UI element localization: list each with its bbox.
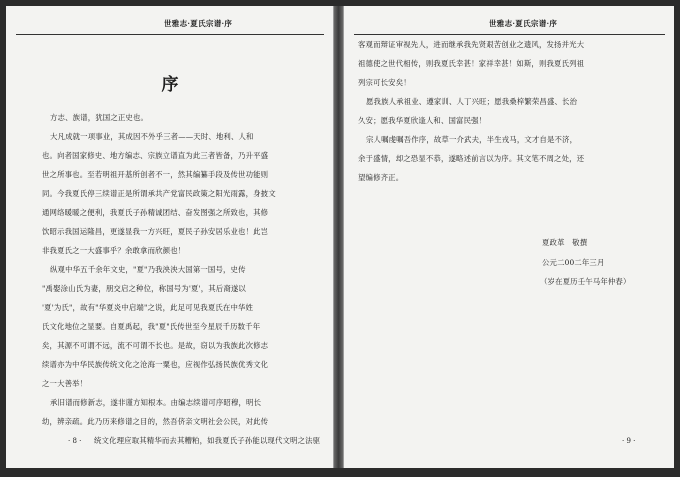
right-line-3: 列宗可长安矣！ xyxy=(358,78,411,87)
left-line-6: 通网络暖暖之便利，我夏氏子孙精诚团结、奋发图强之所致也，其修 xyxy=(42,208,269,217)
left-line-10: "禹娶涂山氏为妻，朋交启之种位，称国号为'夏'，其后裔遂以 xyxy=(42,284,246,293)
lunar-date-line: （岁在夏历壬午马年仲春） xyxy=(540,277,631,286)
book-gutter xyxy=(334,6,343,468)
left-line-2: 大凡成就一项事业，其成因不外乎三者——天时、地利、人和 xyxy=(50,132,254,141)
left-line-12: 氏文化地位之显要。自夏禹起，我"夏"氏传世至今星辰千历数千年 xyxy=(42,322,261,331)
left-page xyxy=(6,6,334,468)
right-line-4: 愿我族人承祖业、遵家训、人丁兴旺；愿我桑梓繁荣昌盛、长治 xyxy=(366,97,578,106)
right-line-8: 望编修齐正。 xyxy=(358,173,404,182)
left-line-4: 世之所事也。至若明祖开基所创者不一，然其编纂手段及传世功能则 xyxy=(42,170,269,179)
left-line-17: 幼，辨亲疏。此乃历来修谱之目的，然吾侪亲文明社会公民，对此传 xyxy=(42,417,269,426)
left-line-5: 同。今我夏氏停三续谱正是所谓承共产党富民政策之阳光雨露，身披文 xyxy=(42,189,276,198)
right-line-1: 客观而辩证审视先人，进而继承我先贤艰苦创业之遗风，发扬并光大 xyxy=(358,40,585,49)
right-page xyxy=(343,6,674,468)
left-header-rule xyxy=(16,34,324,35)
left-line-15: 之一大善举！ xyxy=(42,379,88,388)
right-line-2: 祖德使之世代相传，则我夏氏幸甚！家祥幸甚！如斯，则我夏氏列祖 xyxy=(358,59,585,68)
right-line-6: 宗人嘱虔嘱吾作序，故草一介武夫，半生戎马，文才自是不济， xyxy=(366,135,578,144)
left-line-18: 统文化理应取其精华而去其糟粕，如我夏氏子孙能以现代文明之法驱 xyxy=(94,436,321,445)
right-page-number: · 9 · xyxy=(622,437,636,445)
left-running-head: 世雅志·夏氏宗谱·序 xyxy=(164,19,233,28)
left-line-7: 饮昭示我国运隆昌，更遂显我一方兴旺，夏民子孙安居乐业也！此岂 xyxy=(42,227,269,236)
left-line-16: 承旧谱而修新志，遂非谨方知根本。由编志续谱可序昭穆，明长 xyxy=(50,398,262,407)
left-line-3: 也。向者国家修史、地方编志、宗族立谱直为此三者皆备，乃升平盛 xyxy=(42,151,269,160)
preface-title: 序 xyxy=(161,75,179,95)
left-line-9: 纵观中华五千余年文史，"夏"乃我泱泱大国第一国号，史传 xyxy=(50,265,246,274)
right-line-5: 久安；愿我华夏欣逢人和、国富民强！ xyxy=(358,116,487,125)
left-page-number: · 8 · xyxy=(68,437,82,445)
left-line-8: 非我夏氏之一大盛事乎？余敢拿而欣颜也！ xyxy=(42,246,186,255)
right-line-7: 余于盛情，却之恐显不恭，遂略述前言以为序。其文笔不周之处，还 xyxy=(358,154,585,163)
left-line-1: 方志、族谱，犹国之正史也。 xyxy=(50,113,149,122)
right-running-head: 世雅志·夏氏宗谱·序 xyxy=(489,19,558,28)
right-header-rule xyxy=(354,34,665,35)
left-line-13: 矣，其源不可谓不远，流不可谓不长也。是故，窃以为我族此次修志 xyxy=(42,341,269,350)
left-line-14: 续谱亦为中华民族传统文化之沧海一粟也，应视作弘扬民族优秀文化 xyxy=(42,360,269,369)
author-signature: 夏政革 敬撰 xyxy=(542,238,588,247)
left-line-11: '夏'为氏"，故有"华夏炎中启端"之说，此足可见我夏氏在中华姓 xyxy=(42,303,254,312)
date-line: 公元二00二年三月 xyxy=(542,258,605,267)
